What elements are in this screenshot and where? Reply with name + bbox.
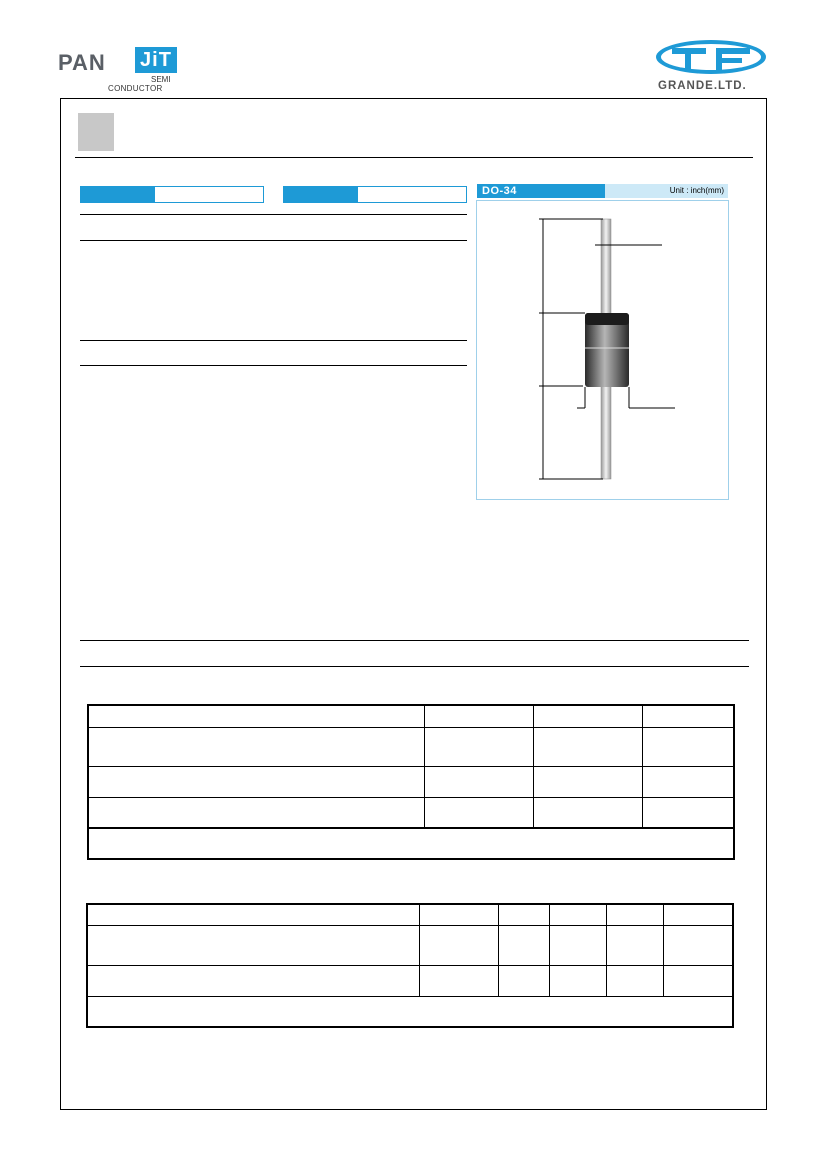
table-note-row [87, 996, 733, 1027]
diode-outline-drawing [477, 201, 728, 499]
voltage-tag [80, 186, 154, 203]
table-row [88, 766, 734, 797]
table-row [87, 904, 733, 925]
table-row [88, 727, 734, 766]
mechanical-rule-top [80, 340, 467, 341]
panjit-logo [58, 44, 178, 94]
table-row [88, 797, 734, 828]
current-tag [283, 186, 357, 203]
logo-pan-text: PAN [58, 50, 106, 75]
table-row [87, 965, 733, 996]
current-value-box [357, 186, 467, 203]
package-unit: Unit : inch(mm) [605, 184, 728, 198]
ratings-rule-top [80, 640, 749, 641]
table-row [87, 925, 733, 965]
electrical-characteristics-table [86, 903, 734, 1028]
ratings-rule-bottom [80, 666, 749, 667]
grande-name: GRANDE.LTD. [658, 80, 747, 92]
logo-conductor-text: CONDUCTOR [108, 84, 163, 93]
mechanical-rule-bottom [80, 365, 467, 366]
package-name: DO-34 [477, 184, 605, 198]
voltage-value-box [154, 186, 264, 203]
table-note-row [88, 828, 734, 859]
table-row [88, 705, 734, 727]
logo-semi-text: SEMI [151, 75, 171, 84]
grande-emblem-icon [652, 38, 772, 80]
features-rule-bottom [80, 240, 467, 241]
title-marker-box [78, 113, 114, 151]
features-rule-top [80, 214, 467, 215]
logo-jit-text: JiT [135, 47, 177, 73]
package-drawing-panel [476, 200, 729, 500]
max-ratings-table [87, 704, 735, 860]
title-underline [75, 157, 753, 158]
grande-logo [652, 38, 772, 96]
